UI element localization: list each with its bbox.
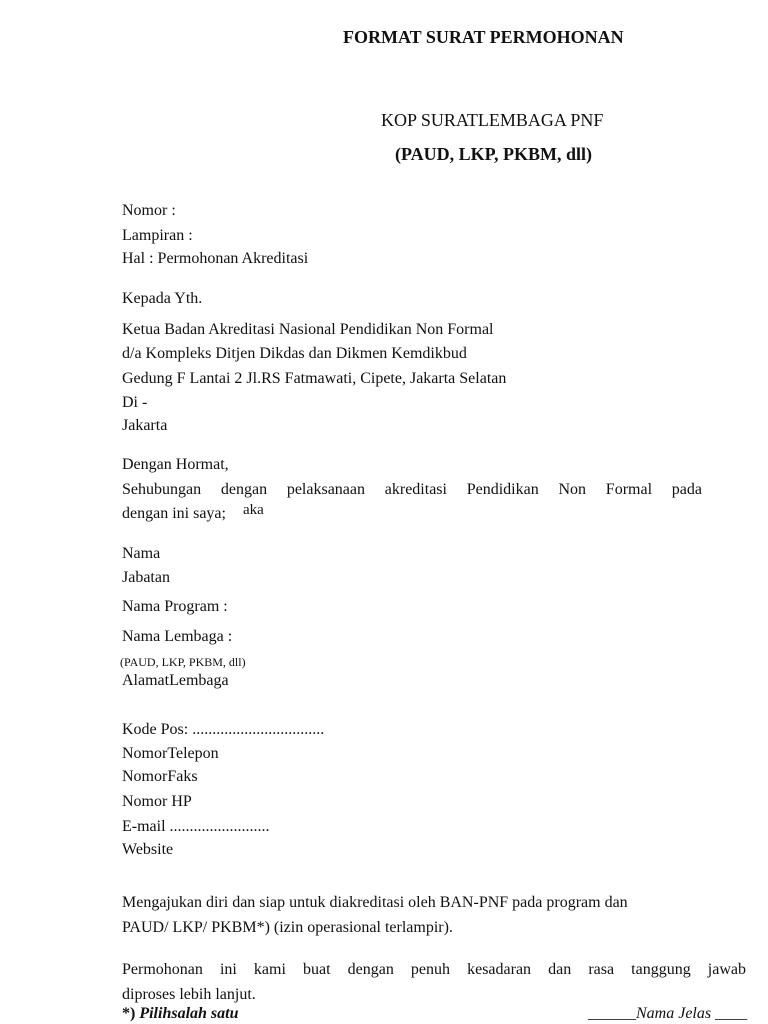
field-website: Website bbox=[122, 841, 174, 858]
field-alamat: AlamatLembaga bbox=[122, 672, 229, 689]
recipient-line-4: Di - bbox=[122, 394, 148, 411]
lampiran-label: Lampiran : bbox=[122, 227, 193, 244]
recipient-line-3: Gedung F Lantai 2 Jl.RS Fatmawati, Cipete, Jakarta Selatan bbox=[122, 370, 507, 387]
field-nama: Nama bbox=[122, 545, 161, 562]
field-kode-pos: Kode Pos: ................................. bbox=[122, 721, 325, 738]
footnote-mark: *) bbox=[122, 1005, 140, 1022]
field-faks: NomorFaks bbox=[122, 768, 198, 785]
closing-paragraph-2-line-2: diproses lebih lanjut. bbox=[122, 986, 256, 1003]
hal-label: Hal : Permohonan Akreditasi bbox=[122, 250, 309, 267]
page-title: FORMAT SURAT PERMOHONAN bbox=[343, 27, 624, 47]
field-nama-program: Nama Program : bbox=[122, 598, 228, 615]
field-nama-lembaga: Nama Lembaga : bbox=[122, 628, 233, 645]
footnote bbox=[122, 1004, 238, 1024]
recipient-line-5: Jakarta bbox=[122, 417, 168, 434]
overlapping-text-fragment: aka bbox=[243, 502, 264, 518]
field-telepon: NomorTelepon bbox=[122, 745, 219, 762]
recipient-line-1: Ketua Badan Akreditasi Nasional Pendidikan Non Formal bbox=[122, 321, 494, 338]
letterhead-line-2: (PAUD, LKP, PKBM, dll) bbox=[395, 144, 592, 164]
opening-paragraph-line-1: Sehubungan dengan pelaksanaan akreditasi Pendidikan Non Formal pada bbox=[122, 481, 702, 498]
signature-name-line: ______Nama Jelas ____ bbox=[588, 1005, 748, 1022]
closing-paragraph-1-line-1: Mengajukan diri dan siap untuk diakreditasi oleh BAN-PNF pada program dan bbox=[122, 894, 628, 911]
nomor-label: Nomor : bbox=[122, 202, 176, 219]
recipient-line-2: d/a Kompleks Ditjen Dikdas dan Dikmen Kemdikbud bbox=[122, 345, 467, 362]
field-hp: Nomor HP bbox=[122, 793, 192, 810]
field-email: E-mail ......................... bbox=[122, 818, 270, 835]
closing-paragraph-2-line-1: Permohonan ini kami buat dengan penuh kesadaran dan rasa tanggung jawab bbox=[122, 961, 746, 978]
letterhead-line-1: KOP SURATLEMBAGA PNF bbox=[381, 110, 604, 130]
opening-paragraph-line-2: dengan ini saya; bbox=[122, 505, 226, 522]
field-lembaga-note: (PAUD, LKP, PKBM, dll) bbox=[120, 655, 246, 669]
footnote-text: Pilihsalah satu bbox=[139, 1005, 239, 1022]
closing-paragraph-1-line-2: PAUD/ LKP/ PKBM*) (izin operasional terlampir). bbox=[122, 919, 453, 936]
field-jabatan: Jabatan bbox=[122, 569, 170, 586]
recipient-salutation: Kepada Yth. bbox=[122, 290, 203, 307]
greeting: Dengan Hormat, bbox=[122, 456, 229, 473]
